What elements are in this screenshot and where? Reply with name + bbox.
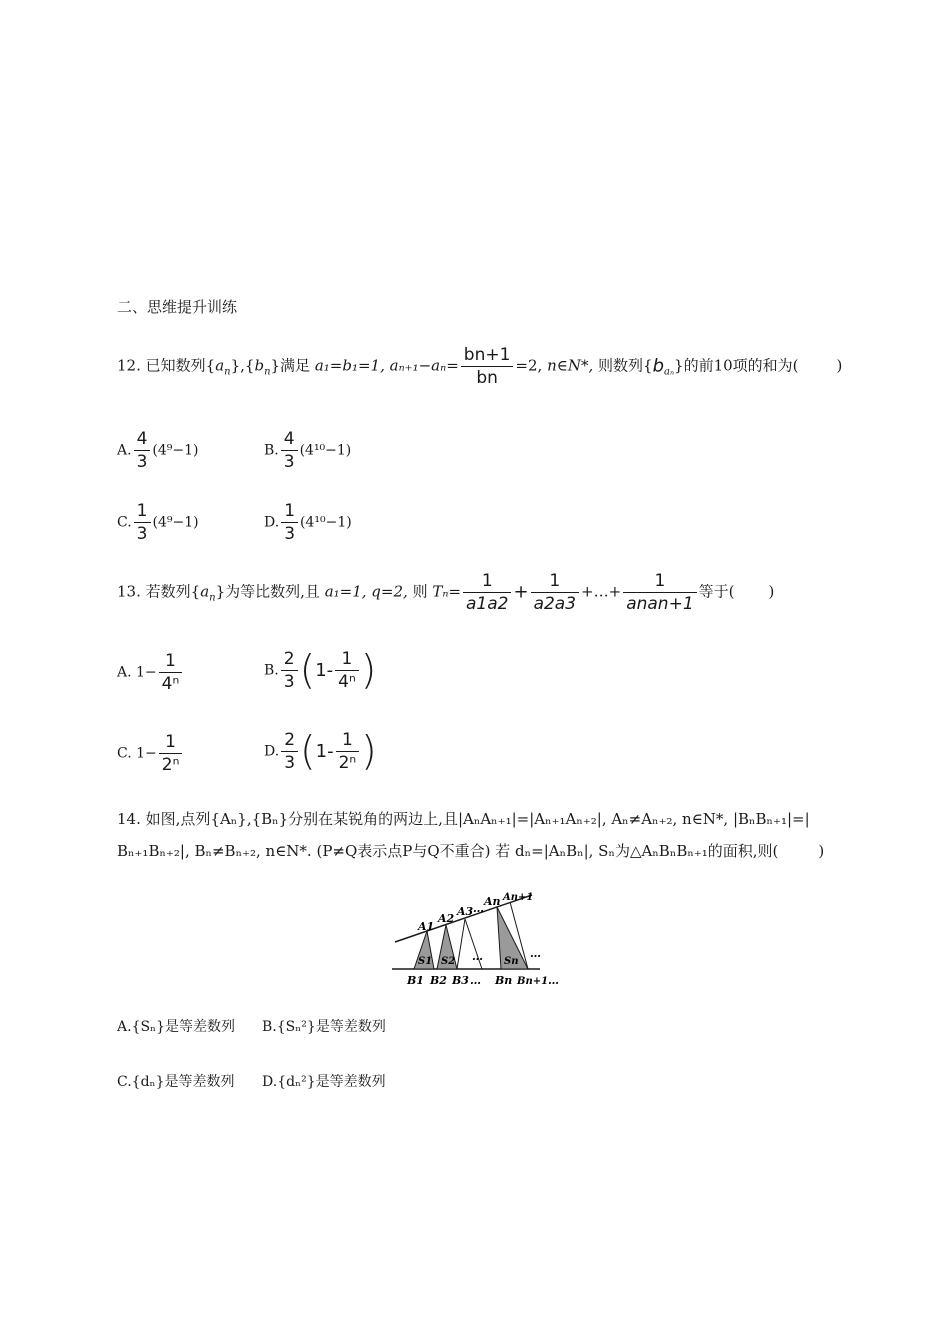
label-s2: S2 [441, 956, 456, 967]
label-bn1: Bn+1 [517, 976, 549, 987]
fraction-2: $\frac{1}{a2a3}$ [531, 570, 579, 615]
t-n: Tₙ= [432, 582, 462, 601]
label-a3: A3 [457, 905, 474, 918]
question-number: 12. [117, 356, 141, 375]
label-a2: A2 [438, 912, 455, 925]
stem-text: 已知数列{ [145, 356, 216, 375]
label-an1: An+1 [503, 892, 534, 903]
label-dots-a: … [473, 902, 484, 915]
stem-text: }满足 [270, 356, 311, 375]
question-14-line-1: 14. 如图,点列{Aₙ},{Bₙ}分别在某锐角的两边上,且|AₙAₙ₊₁|=|Aₙ₊₁Aₙ₊₂|, Aₙ≠Aₙ₊₂, n∈N*, |BₙBₙ₊₁|=| [117, 810, 810, 828]
fraction-n: $\frac{1}{\text{anan+1}}$ [623, 570, 696, 615]
q12-option-c[interactable]: C. $\frac{1}{3}$ (4⁹−1) [117, 501, 199, 544]
answer-paren: ) [836, 356, 843, 375]
q14-option-b[interactable]: B.{Sₙ²}是等差数列 [262, 1019, 386, 1035]
q12-option-d[interactable]: D. $\frac{1}{3}$ (4¹⁰−1) [264, 501, 352, 544]
question-13-stem: 13. 若数列$\{a_n\}$为等比数列,且 a₁=1, q=2, 则 Tₙ= $\frac{1}{a1a2}$ + $\frac{1}{a2a3}$ +…+ $\frac{1}{\text{anan+1}}$ 等于( ) [117, 571, 775, 614]
label-dots-b2: … [548, 974, 559, 987]
label-b3: B3 [452, 974, 469, 987]
label-an: An [484, 895, 501, 908]
question-number: 14. [117, 810, 141, 828]
condition-1: a₁=b₁=1, [314, 356, 385, 375]
b-symbol: b [652, 355, 665, 377]
label-s1: S1 [418, 956, 433, 967]
fraction-1: $\frac{1}{a1a2}$ [463, 570, 511, 615]
condition-3: n∈N*, [547, 356, 594, 375]
stem-text: },{ [230, 356, 255, 375]
question-12-stem: 12. 已知数列$\{a_n\},\{b_n\}$满足 a₁=b₁=1, aₙ₊₁−aₙ= $\frac{bn+1}{bn}$ =2, n∈N*, 则数列$\{b_{a_n}\}$的前10项的和为( ) [117, 345, 843, 388]
label-bn: Bn [495, 974, 513, 987]
label-b2: B2 [430, 974, 447, 987]
question-number: 13. [117, 582, 141, 601]
triangle-figure [390, 885, 570, 990]
stem-text: }的前10项的和为( [674, 356, 799, 375]
q13-option-c[interactable]: C. 1− $\frac{1}{\text{2ⁿ}}$ [117, 731, 184, 776]
q13-option-b[interactable]: B. $\frac{2}{3}$ (1- $\frac{1}{\text{4ⁿ}}$ ) [264, 647, 377, 694]
sequence-b: b [254, 356, 265, 375]
section-title: 二、思维提升训练 [117, 298, 238, 316]
sequence-a: a [215, 356, 225, 375]
q14-option-d[interactable]: D.{dₙ²}是等差数列 [262, 1074, 386, 1090]
label-dots-right: … [530, 947, 541, 960]
q12-option-b[interactable]: B. $\frac{4}{3}$ (4¹⁰−1) [264, 429, 352, 472]
fraction-b-ratio: $\frac{bn+1}{bn}$ [461, 344, 514, 389]
condition-2-lhs: aₙ₊₁−aₙ= [389, 356, 459, 375]
condition: a₁=1, q=2, [324, 582, 408, 601]
label-dots-b: … [470, 974, 481, 987]
q12-option-a[interactable]: A. $\frac{4}{3}$ (4⁹−1) [117, 429, 199, 472]
label-b1: B1 [407, 974, 424, 987]
stem-text: 则数列{ [598, 356, 653, 375]
label-dots-mid: … [472, 950, 483, 963]
label-sn: Sn [504, 956, 519, 967]
question-14-line-2: Bₙ₊₁Bₙ₊₂|, Bₙ≠Bₙ₊₂, n∈N*. (P≠Q表示点P与Q不重合) 若 dₙ=|AₙBₙ|, Sₙ为△AₙBₙBₙ₊₁的面积,则( ) [117, 842, 825, 860]
q14-option-a[interactable]: A.{Sₙ}是等差数列 [117, 1019, 236, 1035]
q14-option-c[interactable]: C.{dₙ}是等差数列 [117, 1074, 235, 1090]
label-a1: A1 [418, 920, 435, 933]
condition-2-rhs: =2, [515, 356, 543, 375]
q13-option-d[interactable]: D. $\frac{2}{3}$ (1- $\frac{1}{\text{2ⁿ}}$ ) [264, 728, 377, 775]
q13-option-a[interactable]: A. 1− $\frac{1}{\text{4ⁿ}}$ [117, 650, 184, 695]
